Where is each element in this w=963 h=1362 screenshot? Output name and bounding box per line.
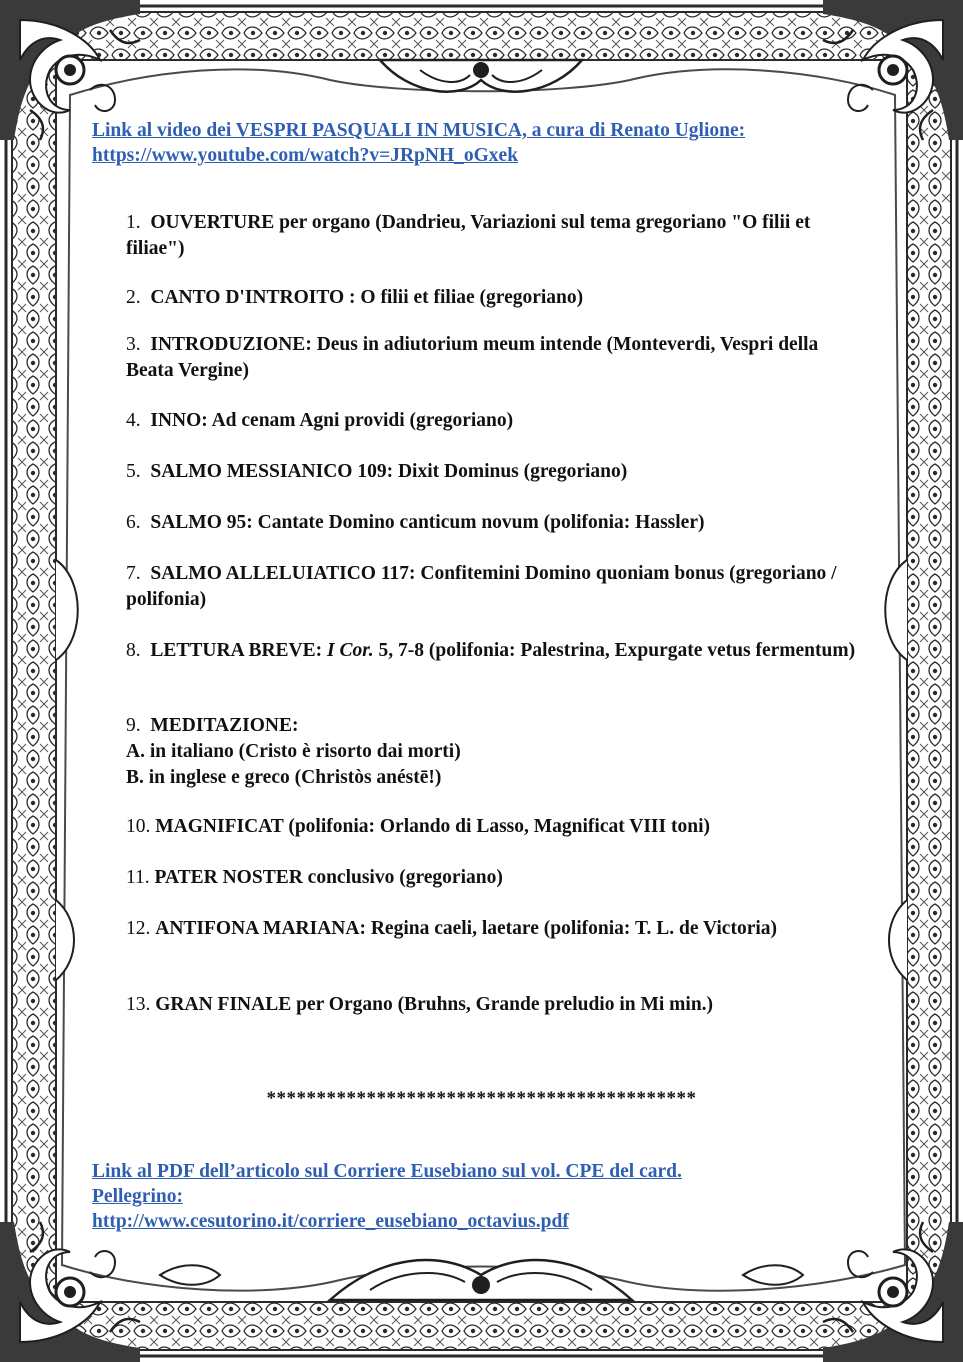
item-text: conclusivo (gregoriano) [302, 867, 503, 888]
item-number: 8. [126, 640, 141, 661]
item-number: 12. [126, 918, 151, 939]
item-citation: I Cor. [327, 640, 374, 661]
item-heading: OUVERTURE [150, 212, 275, 233]
pdf-link-title-cont[interactable]: Pellegrino: [92, 1186, 183, 1207]
item-text: Ad cenam Agni providi (gregoriano) [207, 410, 514, 431]
item-text: per organo (Dandrieu, Variazioni sul tema gregoriano "O filii et filiae") [126, 212, 811, 259]
item-text: (polifonia: Orlando di Lasso, Magnificat VIII toni) [283, 816, 710, 837]
item-number: 7. [126, 563, 141, 584]
program-item-1 [126, 210, 866, 262]
item-text: per Organo (Bruhns, Grande preludio in Mi min.) [291, 994, 714, 1015]
program-item-12 [126, 916, 866, 942]
item-heading: ANTIFONA MARIANA: [155, 918, 366, 939]
program-item-6 [126, 510, 866, 536]
program-item-4 [126, 408, 866, 434]
program-item-2 [126, 285, 866, 311]
item-heading: MEDITAZIONE: [150, 715, 299, 736]
program-item-13 [126, 992, 866, 1018]
item-sub-b: B. in inglese e greco (Christòs anéstē!) [126, 767, 442, 788]
item-text: 5, 7-8 (polifonia: Palestrina, Expurgate vetus fermentum) [373, 640, 856, 661]
item-heading: SALMO ALLELUIATICO 117: [150, 563, 416, 584]
item-number: 2. [126, 287, 141, 308]
item-number: 13. [126, 994, 151, 1015]
item-number: 10. [126, 816, 151, 837]
item-heading: LETTURA BREVE: [150, 640, 323, 661]
pdf-link-block[interactable] [92, 1159, 872, 1234]
item-number: 6. [126, 512, 141, 533]
item-heading: SALMO 95: [150, 512, 253, 533]
item-number: 1. [126, 212, 141, 233]
program-item-3 [126, 332, 866, 384]
item-heading: GRAN FINALE [155, 994, 292, 1015]
pdf-link-title[interactable]: Link al PDF dell’articolo sul Corriere Eusebiano sul vol. CPE del card. [92, 1161, 682, 1182]
item-heading: PATER NOSTER [154, 867, 303, 888]
item-text: Confitemini Domino quoniam bonus (gregoriano / polifonia) [126, 563, 837, 610]
item-heading: MAGNIFICAT [155, 816, 284, 837]
item-heading: SALMO MESSIANICO 109: [150, 461, 394, 482]
item-number: 4. [126, 410, 141, 431]
item-text: Regina caeli, laetare (polifonia: T. L. de Victoria) [365, 918, 778, 939]
video-link-block[interactable] [92, 118, 872, 168]
program-item-9 [126, 713, 866, 791]
program-item-7 [126, 561, 866, 613]
item-heading: CANTO D'INTROITO [150, 287, 345, 308]
item-number: 11. [126, 867, 150, 888]
item-text: Dixit Dominus (gregoriano) [393, 461, 628, 482]
item-text: Deus in adiutorium meum intende (Monteverdi, Vespri della Beata Vergine) [126, 334, 819, 381]
program-item-10 [126, 814, 866, 840]
program-item-11 [126, 865, 866, 891]
item-text: Cantate Domino canticum novum (polifonia: Hassler) [252, 512, 705, 533]
video-link-title[interactable]: Link al video dei VESPRI PASQUALI IN MUSICA, a cura di Renato Uglione: [92, 120, 746, 141]
item-number: 3. [126, 334, 141, 355]
program-item-8 [126, 638, 866, 664]
item-heading: INTRODUZIONE: [150, 334, 312, 355]
asterisk-separator: ******************************************* [266, 1088, 697, 1109]
item-sub-a: A. in italiano (Cristo è risorto dai morti) [126, 741, 461, 762]
item-number: 9. [126, 715, 141, 736]
pdf-link-url[interactable]: http://www.cesutorino.it/corriere_eusebiano_octavius.pdf [92, 1211, 569, 1232]
video-link-url[interactable]: https://www.youtube.com/watch?v=JRpNH_oGxek [92, 145, 519, 166]
item-heading: INNO: [150, 410, 208, 431]
item-text: : O filii et filiae (gregoriano) [344, 287, 584, 308]
item-number: 5. [126, 461, 141, 482]
program-item-5 [126, 459, 866, 485]
